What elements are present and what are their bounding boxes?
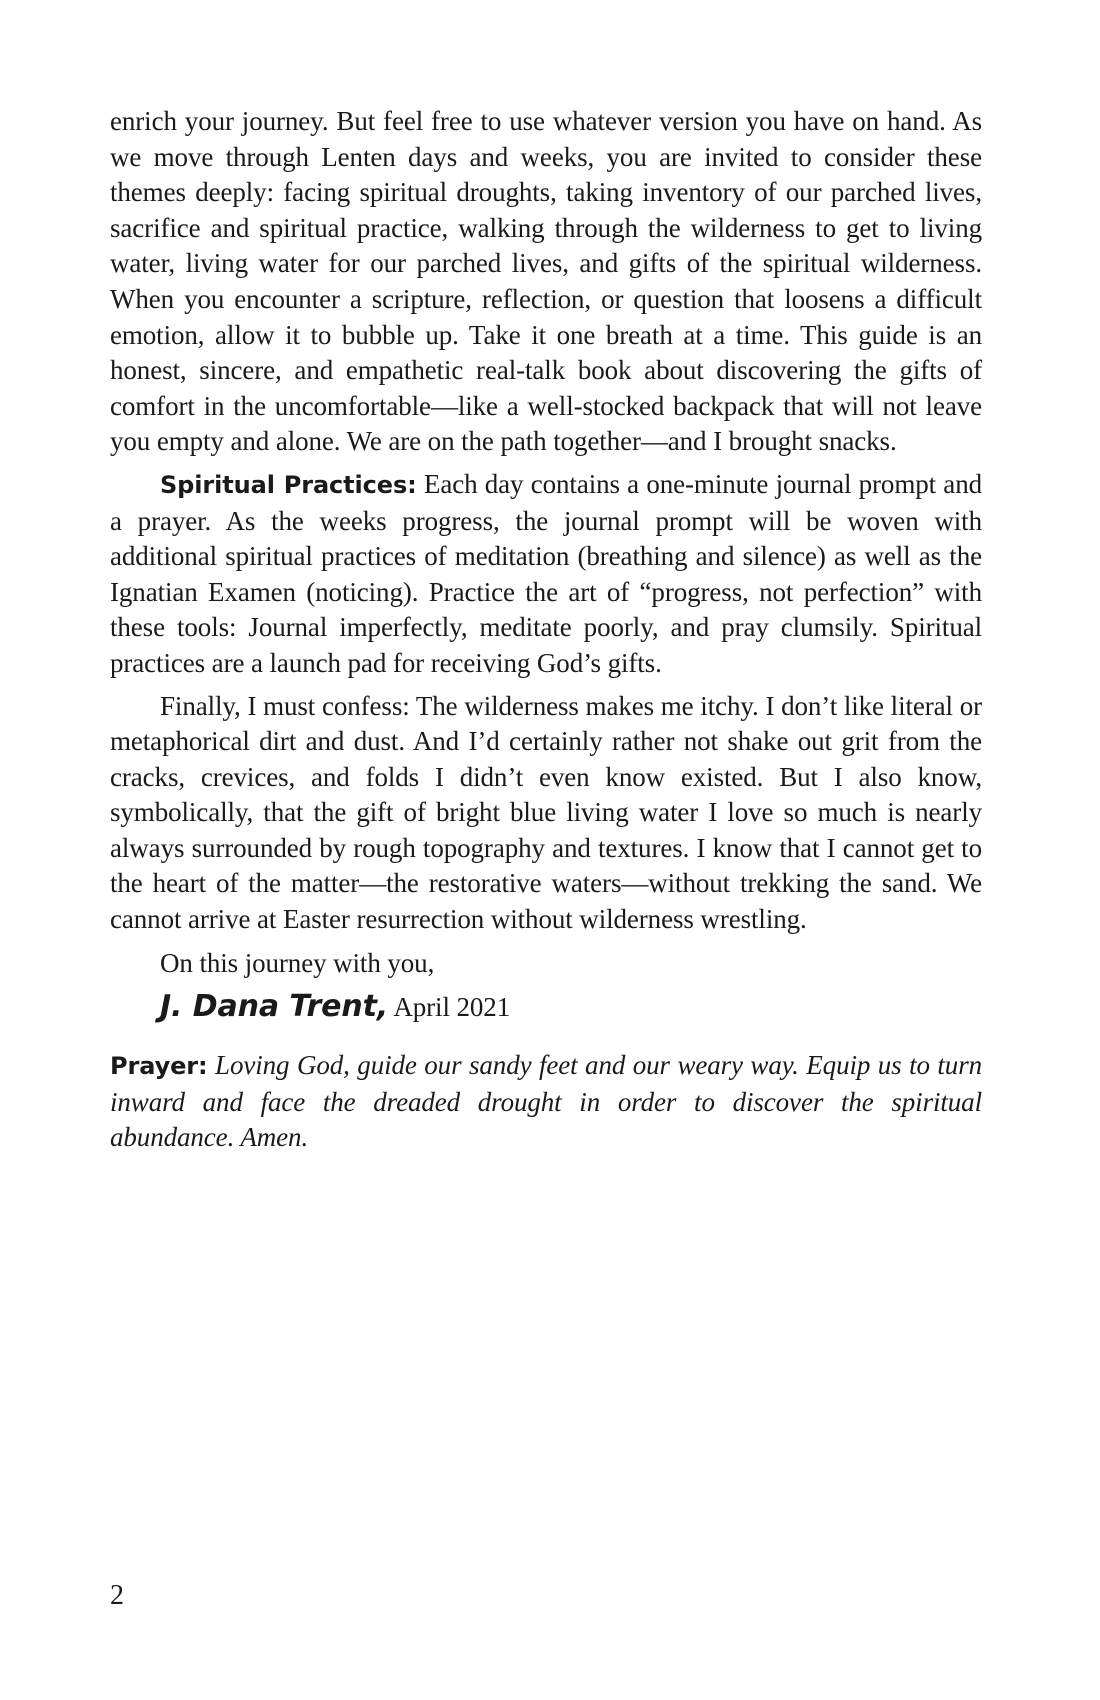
prayer-paragraph	[110, 1048, 982, 1156]
spiritual-practices-text: Each day contains a one-minute journal prompt and a prayer. As the weeks progress, the journal prompt will be woven with additional spiritual practices of meditation (breathing and silence) as well as the Ignatian Examen (noticing). Practice the art of “progress, not perfection” with these tools: Journal imperfectly, meditate poorly, and pray clumsily. Spiritual practices are a launch pad for receiving God’s gifts.	[110, 468, 982, 678]
spiritual-practices-heading: Spiritual Practices:	[160, 470, 417, 499]
closing-line: On this journey with you,	[160, 947, 435, 978]
signature	[110, 988, 982, 1026]
prayer-label: Prayer:	[110, 1052, 208, 1081]
signature-name: J. Dana Trent,	[160, 989, 389, 1025]
intro-paragraph: enrich your journey. But feel free to use whatever version you have on hand. As we move through Lenten days and weeks, you are invited to consider these themes deeply: facing spiritual droughts, taking inventory of our parched lives, sacrifice and spiritual practice, walking through the wilderness to get to living water, living water for our parched lives, and gifts of the spiritual wilderness. When you encounter a scripture, reflection, or question that loosens a difficult emotion, allow it to bubble up. Take it one breath at a time. This guide is an honest, sincere, and empathetic real-talk book about discovering the gifts of comfort in the uncomfortable—like a well-stocked backpack that will not leave you empty and alone. We are on the path together—and I brought snacks.	[110, 106, 982, 457]
confession-paragraph: Finally, I must confess: The wilderness makes me itchy. I don’t like literal or metaphorical dirt and dust. And I’d certainly rather not shake out grit from the cracks, crevices, and folds I didn’t even know existed. But I also know, symbolically, that the gift of bright blue living water I love so much is nearly always surrounded by rough topography and textures. I know that I cannot get to the heart of the matter—the restorative waters—without trekking the sand. We cannot arrive at Easter resurrection without wilderness wrestling.	[110, 690, 982, 935]
signature-date: April 2021	[388, 992, 511, 1023]
prayer-text: Loving God, guide our sandy feet and our weary way. Equip us to turn inward and face the dreaded drought in order to discover the spiritual abundance. Amen.	[110, 1050, 982, 1153]
body-text	[110, 104, 982, 1163]
page-number: 2	[110, 1580, 124, 1611]
spiritual-practices-paragraph	[110, 467, 982, 682]
